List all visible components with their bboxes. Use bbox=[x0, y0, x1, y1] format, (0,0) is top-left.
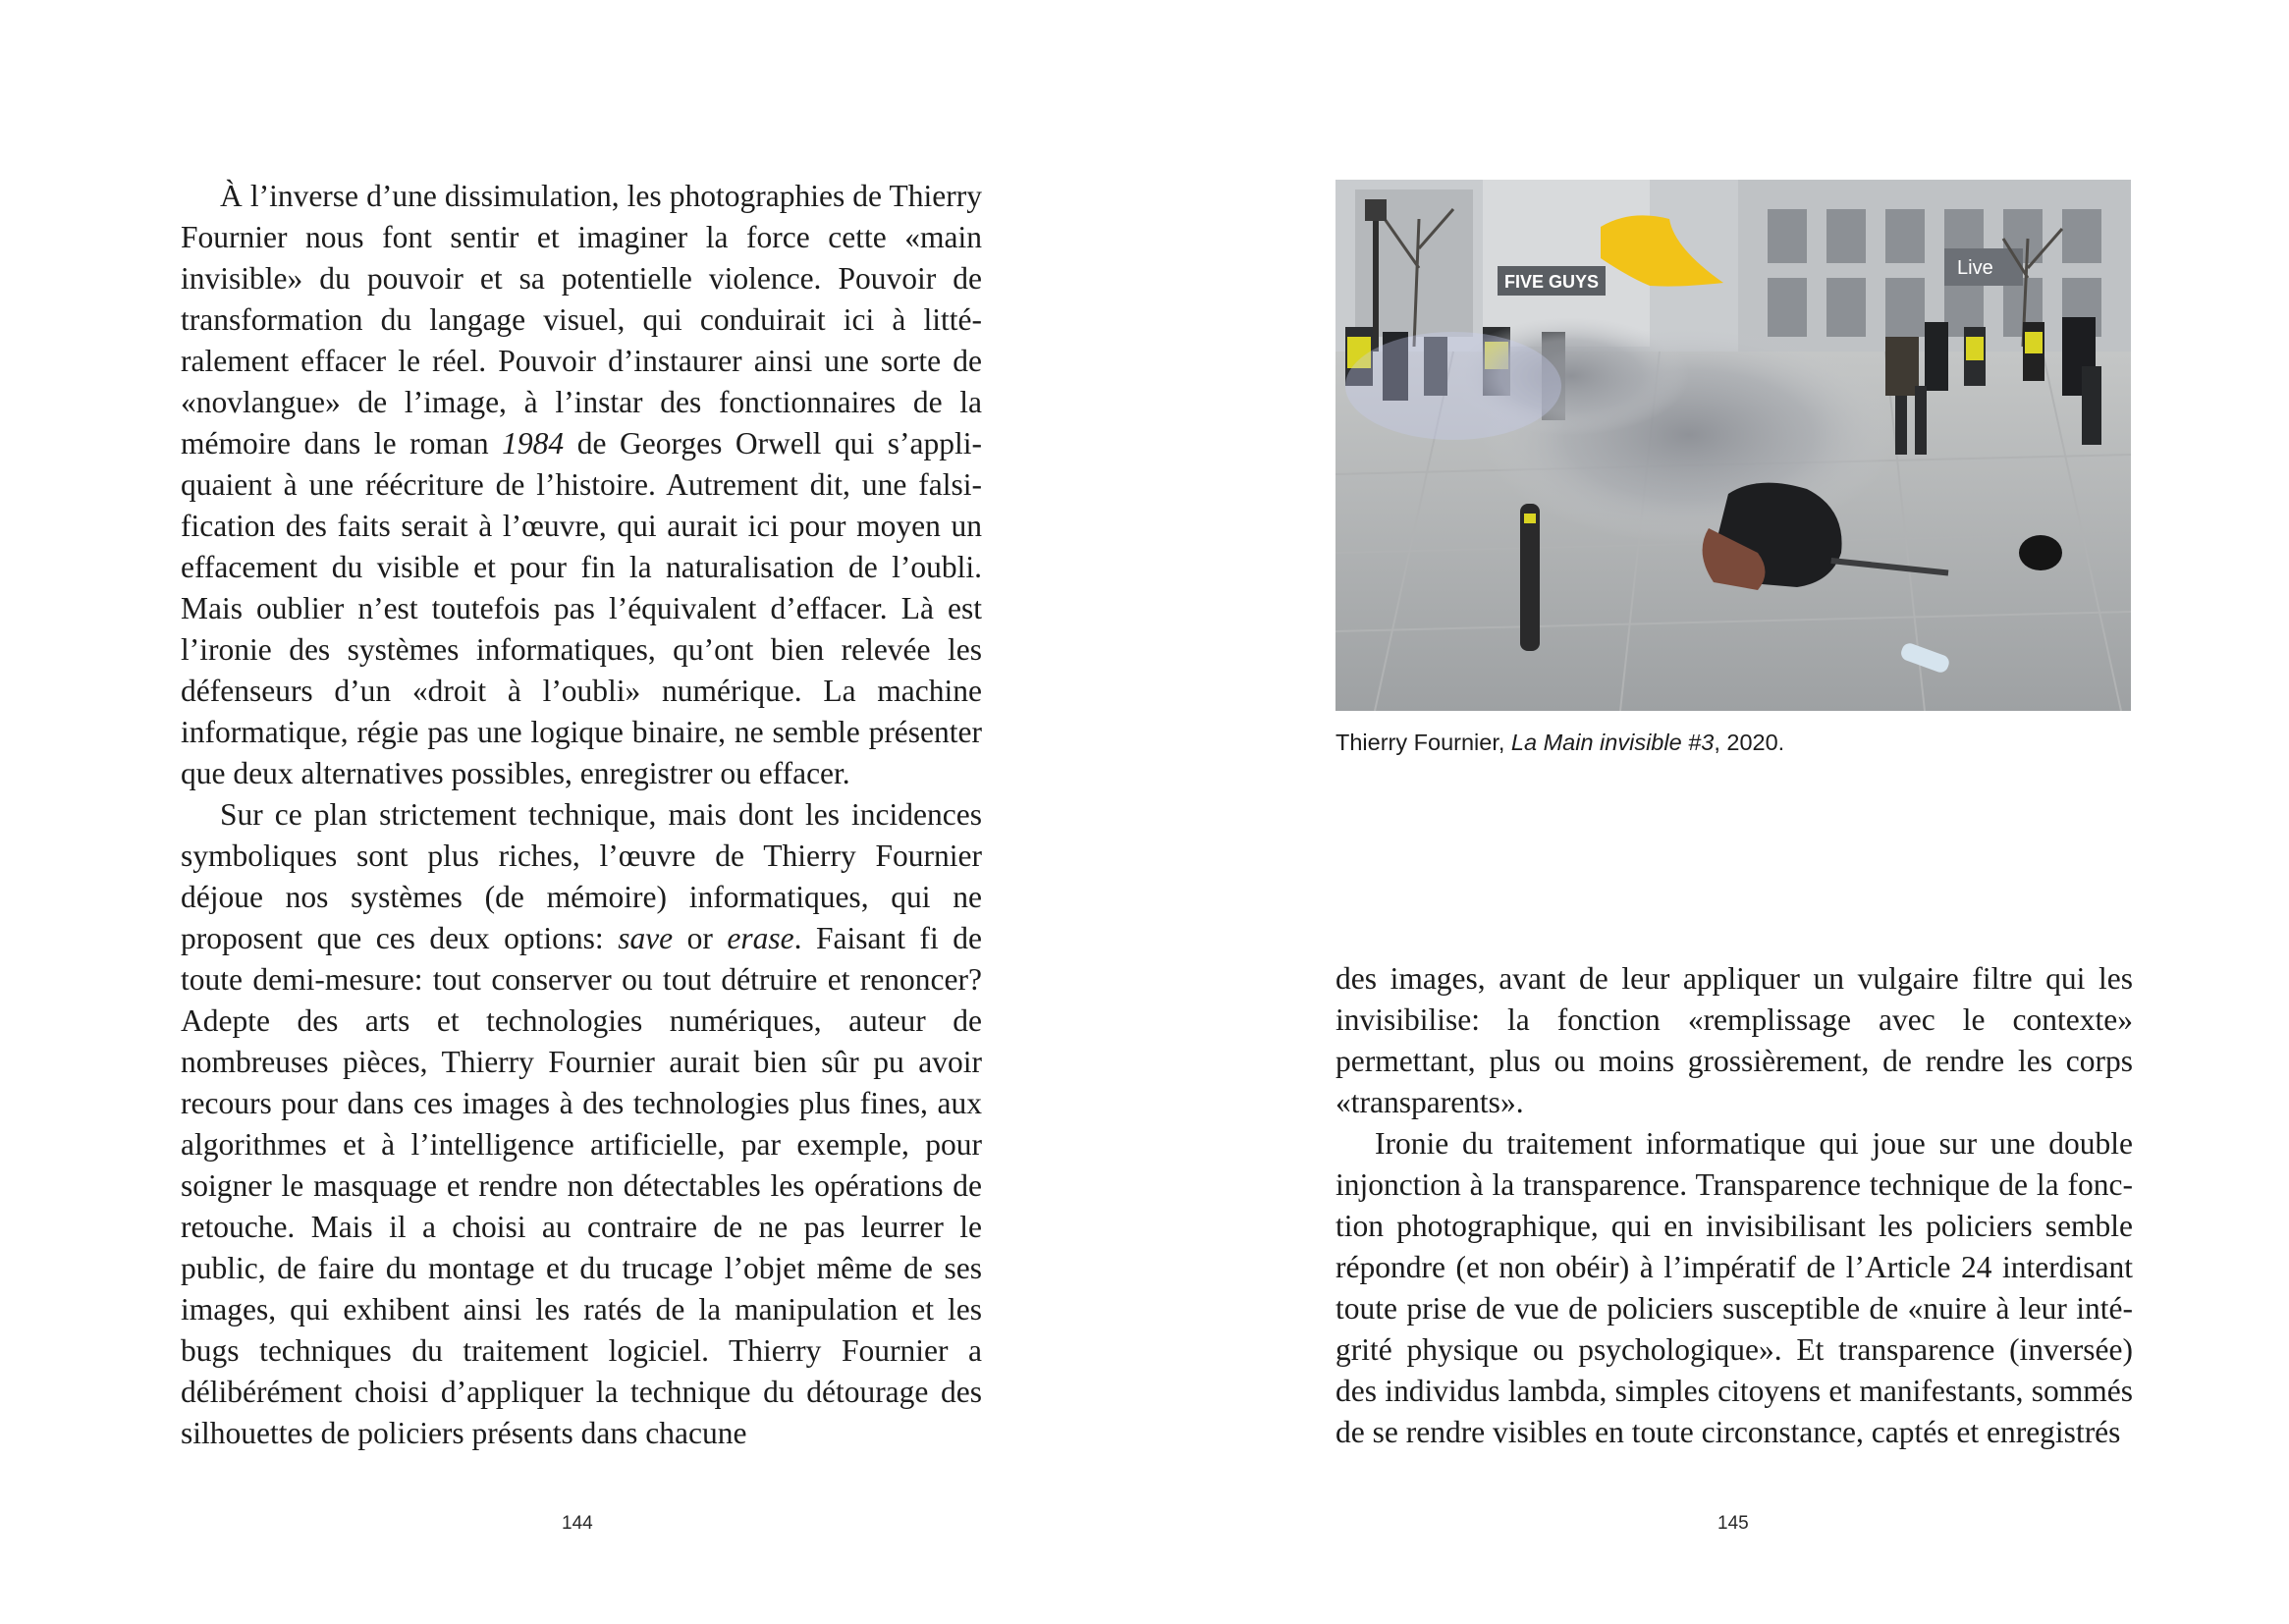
italic-text-run: 1984 bbox=[502, 426, 565, 460]
paragraph bbox=[1335, 958, 2133, 1123]
right-body-text bbox=[1335, 958, 2133, 1453]
caption-title: La Main invisible #3 bbox=[1510, 730, 1715, 755]
protest-photo-image bbox=[1335, 180, 2131, 711]
text-run: Sur ce plan strictement technique, mais dont les incidences symboliques sont plus riches, l’œuvre de Thierry Fournier déjoue nos systèmes (de mémoire) informatiques, qui ne proposent que ces deux options: bbox=[181, 797, 982, 955]
text-run: . Faisant fi de toute demi-mesure: tout conserver ou tout détruire et renoncer? Adepte des arts et technologies numériques, auteur de nombreuses pièces, Thierry Fournier aurait bien sûr pu avoir recours pour dans ces images à des technologies plus fines, aux algorithmes et à l’intelligence artificielle, par exemple, pour soigner le masquage et rendre non détectables les opérations de retouche. Mais il a choisi au contraire de ne pas leurrer le public, de faire du montage et du trucage l’objet même de ses images, qui exhibent ainsi les ratés de la manipulation et les bugs techniques du traitement logiciel. Thierry Fournier a délibérément choisi d’appliquer la technique du détourage des silhouettes de policiers présents dans chacune bbox=[181, 921, 982, 1450]
paragraph bbox=[181, 794, 982, 1454]
text-run: or bbox=[673, 921, 728, 955]
billboard-text: Live bbox=[1957, 257, 1993, 279]
paragraph bbox=[1335, 1123, 2133, 1453]
page-number: 145 bbox=[1717, 1513, 1749, 1534]
text-run: À l’inverse d’une dissimulation, les photographies de Thierry Fournier nous font sentir et imaginer la force cette «main invisible» du pouvoir et sa potentielle violence. Pouvoir de transformation du langage visuel, qui conduirait ici à littéralement effacer le réel. Pouvoir d’instaurer ainsi une sorte de «novlangue» de l’image, à l’instar des fonctionnaires de la mémoire dans le roman bbox=[181, 179, 982, 460]
figure-caption bbox=[1335, 728, 2131, 757]
caption-suffix: , 2020. bbox=[1714, 730, 1785, 755]
caption-prefix: Thierry Fournier, bbox=[1335, 730, 1511, 755]
italic-text-run: save bbox=[618, 921, 674, 955]
figure-photo bbox=[1335, 180, 2131, 711]
text-run: Ironie du traitement informatique qui joue sur une double injonction à la transparence. Transparence technique de la fonction photographique, qui en invisibilisant les policiers semble répondre (et non obéir) à l’impératif de l’Article 24 interdisant toute prise de vue de policiers susceptible de «nuire à leur intégrité physique ou psychologique». Et transparence (inversée) des individus lambda, simples citoyens et manifestants, sommés de se rendre visibles en toute circonstance, captés et enregistrés bbox=[1335, 1126, 2133, 1449]
italic-text-run: erase bbox=[727, 921, 794, 955]
page-number: 144 bbox=[562, 1513, 593, 1534]
paragraph bbox=[181, 176, 982, 794]
text-run: des images, avant de leur appliquer un vulgaire filtre qui les invisibilise: la fonction «remplissage avec le contexte» permettant, plus ou moins grossièrement, de rendre les corps «transparents». bbox=[1335, 961, 2133, 1119]
right-page bbox=[1144, 0, 2289, 1624]
left-page bbox=[0, 0, 1144, 1624]
shop-sign-text: FIVE GUYS bbox=[1504, 272, 1600, 292]
text-run: de Georges Orwell qui s’appliquaient à une réécriture de l’histoire. Autrement dit, une falsification des faits serait à l’œuvre, qui aurait ici pour moyen un effacement du visible et pour fin la naturalisation de l’oubli. Mais oublier n’est toutefois pas l’équivalent d’effacer. Là est l’ironie des systèmes informatiques, qu’ont bien relevée les défenseurs d’un «droit à l’oubli» numérique. La machine informatique, régie pas une logique binaire, ne semble présenter que deux alternatives possibles, enregistrer ou effacer. bbox=[181, 426, 983, 790]
left-body-text bbox=[181, 176, 982, 1454]
